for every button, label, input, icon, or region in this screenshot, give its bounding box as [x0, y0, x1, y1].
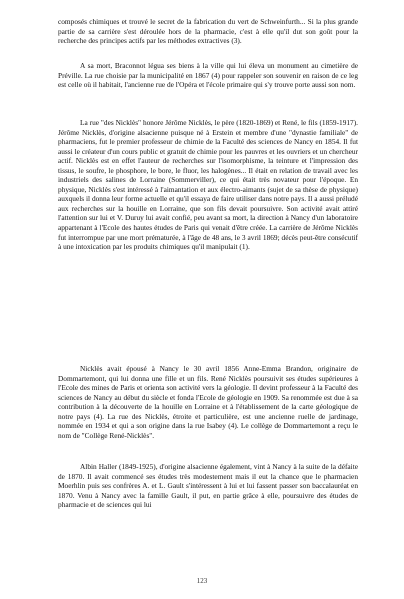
paragraph-albin-haller: [58, 462, 358, 510]
paragraph-vert-de-schweinfurth: [58, 17, 358, 46]
paragraph-text: Nicklès avait épousé à Nancy le 30 avril 1856 Anne-Emma Brandon, originaire de Dommartemont, qui lui donna une fille et un fils. René Nicklès poursuivit ses études supérieures à l'Ecole des mines de Paris et orienta son activité vers la géologie. Il devint professeur à la Faculté des sciences de Nancy au début du siècle et fonda l'Ecole de géologie en 1909. Sa renommée est due à sa contribution à la découverte de la houille en Lorraine et à l'établissement de la carte géologique de notre pays (4). La rue des Nicklès, étroite et particulière, est une ancienne ruelle de jardinage, nommée en 1934 et qui a son origine dans la rue Isabey (4). Le collège de Dommartemont a reçu le nom de "Collège René-Nicklès".: [58, 364, 358, 440]
paragraph-text: composés chimiques et trouvé le secret de la fabrication du vert de Schweinfurth... Si la plus grande partie de sa carrière s'est déroulée hors de la pharmacie, c'est à elle qu'il dut son goût pour la recherche des principes actifs par les méthodes extractives (3).: [58, 17, 358, 46]
paragraph-rene-nickles: [58, 364, 358, 440]
paragraph-text: A sa mort, Braconnot légua ses biens à la ville qui lui éleva un monument au cimetière de Préville. La rue choisie par la municipalité en 1867 (4) pour rappeler son souvenir en raison de ce leg est celle où il habitait, l'ancienne rue de l'Opéra et l'école primaire qui s'y trouve porte aussi son nom.: [58, 61, 358, 90]
page-number: 123: [196, 577, 208, 585]
paragraph-braconnot: [58, 61, 358, 90]
paragraph-text: Albin Haller (1849-1925), d'origine alsacienne également, vint à Nancy à la suite de la défaite de 1870. Il avait commencé ses études très modestement mais il eut la chance que le pharmacien Moerhlin puis ses confrères A. et L. Gault s'intéressent à lui et lui fassent passer son baccalauréat en 1870. Venu à Nancy avec la famille Gault, il put, en partie grâce à elle, poursuivre des études de pharmacie et de sciences qui lui: [58, 462, 358, 510]
paragraph-text: La rue "des Nicklès" honore Jérôme Nicklès, le père (1820-1869) et René, le fils (1859-1917). Jérôme Nicklès, d'origine alsacienne puisque né à Erstein et membre d'une "dynastie familiale" de pharmaciens, fut le premier professeur de chimie de la Faculté des sciences de Nancy en 1854. Il fut aussi le créateur d'un cours public et gratuit de chimie pour les pauvres et les ouvriers et un chercheur actif. Nicklès est en effet l'auteur de recherches sur l'isomorphisme, la teinture et l'impression des tissus, le soufre, le phosphore, le bore, le fluor, les halogènes... Il était en relation de travail avec les industriels des salines de Lorraine (Sommerviller), ce qui était très novateur pour l'époque. En physique, Nicklès s'est intéressé à l'aimantation et aux électro-aimants (sujet de sa thèse de physique) auxquels il donna leur forme actuelle et qu'il essaya de faire utiliser dans notre pays. Il a aussi préludé aux recherches sur la houille en Lorraine, que son fils devait poursuivre. Son activité avait attiré l'attention sur lui et V. Duruy lui avait confié, peu avant sa mort, la direction à Nancy d'un laboratoire appartenant à l'Ecole des hautes études de Paris qui venait d'être créée. La carrière de Jérôme Nicklès fut interrompue par une mort prématurée, à l'âge de 48 ans, le 3 avril 1869; décès peut-être consécutif à une intoxication par les produits chimiques qu'il manipulait (1).: [58, 118, 358, 252]
paragraph-rue-des-nickles: [58, 118, 358, 252]
